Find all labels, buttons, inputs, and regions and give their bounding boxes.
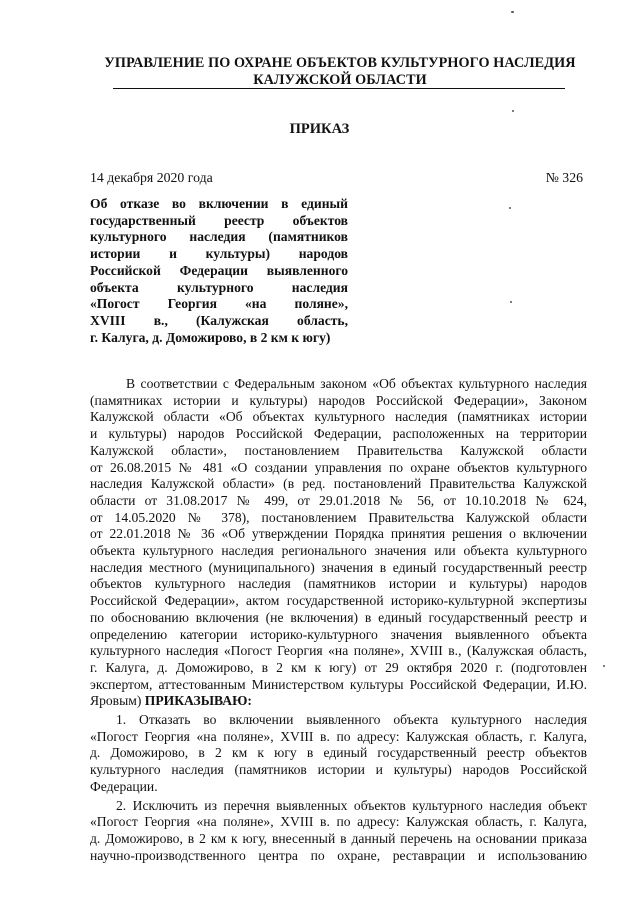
preamble-paragraph xyxy=(90,376,587,710)
order-word: ПРИКАЗЫВАЮ: xyxy=(144,693,252,709)
document-title: ПРИКАЗ xyxy=(289,121,350,137)
body-line: (памятниках истории и культуры) народов Российской Федерации», Законом xyxy=(90,392,587,408)
scan-speck xyxy=(512,110,514,112)
body-line: научно-производственного центра по охране, реставрации и использованию xyxy=(90,847,587,863)
subject-line: «Погост Георгия «на поляне», xyxy=(90,296,348,312)
body-line: от 26.08.2015 № 481 «О создании управления по охране объектов культурного xyxy=(90,459,587,475)
subject-line: культурного наследия (памятников xyxy=(90,229,348,245)
order-item-2 xyxy=(90,798,587,865)
body-line: 2. Исключить из перечня выявленных объектов культурного наследия объект xyxy=(116,797,587,813)
body-line: культурного наследия «Погост Георгия «на поляне», XVIII в., (Калужская область, xyxy=(90,643,587,659)
subject-line: государственный реестр объектов xyxy=(90,212,348,228)
body-line: Российской Федерации», актом государственной историко-культурной экспертизы xyxy=(90,593,587,609)
subject-line: XVIII в., (Калужская область, xyxy=(90,312,348,328)
body-line: объекта культурного наследия регионального значения или объекта культурного xyxy=(90,543,587,559)
body-line: В соответствии с Федеральным законом «Об объектах культурного наследия xyxy=(126,376,587,391)
subject-line: истории и культуры) народов xyxy=(90,246,348,262)
body-line: от 14.05.2020 № 378), постановлением Правительства Калужской области xyxy=(90,509,587,525)
scan-speck xyxy=(509,207,511,209)
subject-line: объекта культурного наследия xyxy=(90,279,348,295)
body-line: культурного наследия (памятников истории и культуры) народов Российской xyxy=(90,762,587,778)
body-line: от 22.01.2018 № 36 «Об утверждении Порядка принятия решения о включении xyxy=(90,526,587,542)
document-body xyxy=(90,376,587,866)
body-line: и культуры) народов Российской Федерации, расположенных на территории xyxy=(90,426,587,442)
subject-line: г. Калуга, д. Доможирово, в 2 км к югу) xyxy=(90,329,331,345)
scan-speck xyxy=(603,665,605,667)
body-line: «Погост Георгия «на поляне», XVIII в. по адресу: Калужская область, г. Калуга, xyxy=(90,728,587,744)
body-line: экспертом, аттестованным Министерством культуры Российской Федерации, И.Ю. xyxy=(90,676,587,692)
body-line: объектов культурного наследия (памятников истории и культуры) народов xyxy=(90,576,587,592)
body-line: г. Калуга, д. Доможирово, в 2 км к югу) от 29 октября 2020 г. (подготовлен xyxy=(90,659,587,675)
order-item-1 xyxy=(90,712,587,796)
body-line-text: Яровым) xyxy=(90,693,142,709)
issuer-header-line2: КАЛУЖСКОЙ ОБЛАСТИ xyxy=(253,72,427,88)
document-date: 14 декабря 2020 года xyxy=(90,170,213,185)
body-line: по обоснованию включения (не включения) в единый государственный реестр и xyxy=(90,609,587,625)
body-line: наследия Калужской области» (в ред. постановлений Правительства Калужской xyxy=(90,476,587,492)
body-line: Федерации. xyxy=(90,778,158,794)
scan-speck xyxy=(511,11,514,13)
body-line: Калужской области «Об объектах культурного наследия (памятниках истории xyxy=(90,409,587,425)
subject-line: Российской Федерации выявленного xyxy=(90,262,348,278)
issuer-header xyxy=(85,55,595,89)
header-underline xyxy=(113,88,565,89)
body-line xyxy=(90,693,587,710)
body-line: д. Доможирово, в 2 км к югу в единый государственный реестр объектов xyxy=(90,745,587,761)
body-line: д. Доможирово, в 2 км к югу, внесенный в данный перечень на основании приказа xyxy=(90,830,587,846)
body-line: «Погост Георгия «на поляне», XVIII в. по адресу: Калужская область, г. Калуга, xyxy=(90,814,587,830)
date-number-row xyxy=(90,170,583,186)
body-line: Калужской области», постановлением Правительства Калужской области xyxy=(90,442,587,458)
scan-speck xyxy=(510,301,512,303)
body-line: наследия местного (муниципального) значения в единый государственный реестр xyxy=(90,559,587,575)
body-line: определению категории историко-культурного значения выявленного объекта xyxy=(90,626,587,642)
document-number: № 326 xyxy=(545,170,583,185)
subject-line: Об отказе во включении в единый xyxy=(90,196,348,211)
body-line: 1. Отказать во включении выявленного объекта культурного наследия xyxy=(116,712,587,728)
body-line: области от 31.08.2017 № 499, от 29.01.2018 № 56, от 10.10.2018 № 624, xyxy=(90,492,587,508)
issuer-header-line1: УПРАВЛЕНИЕ ПО ОХРАНЕ ОБЪЕКТОВ КУЛЬТУРНОГО НАСЛЕДИЯ xyxy=(104,55,576,71)
document-subject xyxy=(90,196,348,346)
